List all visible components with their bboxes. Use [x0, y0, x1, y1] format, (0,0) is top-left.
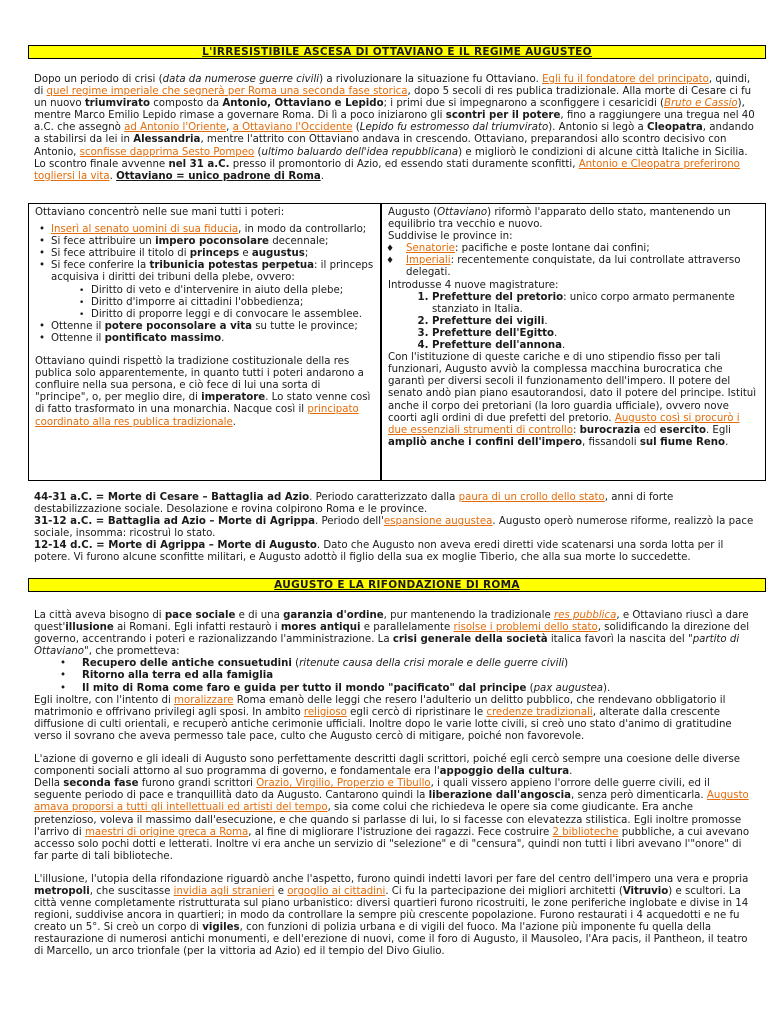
list-item: • Inserì al senato uomini di sua fiducia, in modo da controllarlo; [51, 224, 374, 236]
list-item: • Si fece conferire la tribunicia potestas perpetua: il princeps acquisiva i diritti dei tribuni della plebe, ovvero: • Diritto di veto e d'intervenire in aiuto della plebe; • Diritto d'imporre ai cittadini l'obbedienza; • Diritto di proporre leggi e di convocare le assemblee. [51, 260, 374, 320]
list-item: 1. Prefetture del pretorio: unico corpo armato permanente stanziato in Italia. [432, 292, 759, 316]
powers-box [28, 203, 381, 481]
list-item: • Diritto di proporre leggi e di convocare le assemblee. [91, 309, 374, 321]
timeline-item: 31-12 a.C. = Battaglia ad Azio – Morte di Agrippa. Periodo dell'espansione augustea. Augusto operò numerose riforme, realizzò la pace sociale, insomma: ricostruì lo stato. [34, 516, 754, 540]
list-item: • Si fece attribuire il titolo di princeps e augustus; [51, 248, 374, 260]
magistratures-list [388, 292, 759, 352]
tribunicia-rights-list [51, 285, 374, 321]
section2-body [34, 610, 756, 959]
list-item: 3. Prefetture dell'Egitto. [432, 328, 759, 340]
bureaucracy-paragraph: Con l'istituzione di queste cariche e di uno stipendio fisso per tali funzionari, Augusto avviò la complessa macchina burocratica che garantì per diversi secoli il funzionamento dell'impero. Il potere del senato andò pian piano esautorandosi, dato il potere del principe. Istituì anche il corpo dei pretoriani (la loro guardia ufficiale), ovvero nove coorti agli ordini di due prefetti del pretorio. Augusto così si procurò i due essenziali strumenti di controllo: burocrazia ed esercito. Egli ampliò anche i confini dell'impero, fissandoli sul fiume Reno. [388, 352, 757, 448]
paragraph: Della seconda fase furono grandi scrittori Orazio, Virgilio, Properzio e Tibullo, i quali vissero appieno l'orrore delle guerre civili, ed il seguente periodo di pace e tranquillità dato da Augusto. Cantarono quindi la liberazione dall'angoscia, senza però dimenticarla. Augusto amava proporsi a tutti gli intellettuali ed artisti del tempo, sia come colui che richiedeva le opere sia come giudicante. Era anche pretenzioso, voleva il massimo dall'esecuzione, e che quando si parlasse di lui, lo si facesse con elevatezza stilistica. Egli inoltre promosse l'arrivo di maestri di origine greca a Roma, al fine di migliorare l'istruzione dei ragazzi. Fece costruire 2 biblioteche pubbliche, a cui avevano accesso solo pochi dotti e letterati. Inoltre vi era anche un servizio di "selezione" e di "censura", quindi non tutti i libri avevano l'"onore" di far parte di tali biblioteche. [34, 778, 750, 862]
paragraph: Egli inoltre, con l'intento di moralizzare Roma emanò delle leggi che resero l'adulterio un delitto pubblico, che rendevano obbligatorio il matrimonio e offrivano privilegi agli sposi. In ambito religioso egli cercò di ripristinare le credenze tradizionali, alterate dalla crescente diffusione di culti orientali, e recuperò antiche cerimonie ufficiali. Inoltre dopo le varie lotte civili, si creò uno stato d'animo di gratitudine verso il sovrano che aveva permesso tale pace, culto che Augusto cercò di mitigare, poiché non favorevole. [34, 694, 732, 742]
paragraph: La città aveva bisogno di pace sociale e di una garanzia d'ordine, pur mantenendo la tradizionale res pubblica, e Ottaviano riuscì a dare quest'illusione ai Romani. Egli infatti restaurò i mores antiqui e parallelamente risolse i problemi dello stato, solidificando la direzione del governo, accentrando i poteri e razionalizzando l'amministrazione. La crisi generale della società italica favorì la nascita del "partito di Ottaviano", che prometteva: [34, 610, 750, 658]
timeline [34, 492, 756, 565]
reforms-box [381, 203, 766, 481]
powers-list [35, 224, 374, 345]
magistratures-lead: Introdusse 4 nuove magistrature: [388, 279, 559, 291]
powers-lead: Ottaviano concentrò nelle sue mani tutti i poteri: [35, 207, 285, 218]
list-item: • Recupero delle antiche consuetudini (ritenute causa della crisi morale e delle guerre civili) [82, 658, 756, 670]
paragraph: L'illusione, l'utopia della rifondazione riguardò anche l'aspetto, furono quindi indetti lavori per fare del centro dell'impero una vera e propria metropoli, che suscitasse invidia agli stranieri e orgoglio ai cittadini. Ci fu la partecipazione dei migliori architetti (Vitruvio) e scultori. La città venne completamente ristrutturata sul piano urbanistico: diversi quartieri furono ricostruiti, le zone periferiche inglobate e divise in 14 regioni, suddivise ancora in quartieri; in modo da controllare la sempre più crescente popolazione. Furono restaurati i 4 acquedotti e ne fu creato un 5°. Si creò un corpo di vigiles, con funzioni di polizia urbana e di vigili del fuoco. Ma l'azione più imponente fu quella della restaurazione di numerosi antichi monumenti, e dell'erezione di nuovi, come il foro di Augusto, il Mausoleo, l'Ara pacis, il Pantheon, il teatro di Marcello, un arco trionfale (per la vittoria ad Azio) ed il tempio del Divo Giulio. [34, 873, 749, 958]
constitution-paragraph: Ottaviano quindi rispettò la tradizione costituzionale della res publica solo apparentemente, in quanto tutti i poteri andarono a confluire nella sua persona, e ciò fece di lui una sorta di "principe", o, per meglio dire, di imperatore. Lo stato venne così di fatto trasformato in una monarchia. Nacque così il principato coordinato alla res publica tradizionale. [35, 356, 371, 428]
paragraph: L'azione di governo e gli ideali di Augusto sono perfettamente descritti dagli scrittori, poiché egli cercò sempre una coesione delle diverse componenti sociali attorno al suo programma di governo, e fondamentale era l'appoggio della cultura. [34, 754, 741, 778]
list-item: • Si fece attribuire un impero poconsolare decennale; [51, 236, 374, 248]
intro-paragraph: Dopo un periodo di crisi (data da numerose guerre civili) a rivoluzionare la situazione fu Ottaviano. Egli fu il fondatore del principato, quindi, di quel regime imperiale che segnerà per Roma una seconda fase storica, dopo 5 secoli di res publica tradizionale. Alla morte di Cesare ci fu un nuovo triumvirato composto da Antonio, Ottaviano e Lepido; i primi due si impegnarono a sconfiggere i cesaricidi (Bruto e Cassio), mentre Marco Emilio Lepido rimase a governare Roma. Di lì a poco iniziarono gli scontri per il potere, fino a raggiungere una tregua nel 40 a.C. che assegnò ad Antonio l'Oriente, a Ottaviano l'Occidente (Lepido fu estromesso dal triumvirato). Antonio si legò a Cleopatra, andando a stabilirsi da lei in Alessandria, mentre l'attrito con Ottaviano andava in crescendo. Ottaviano, preparandosi allo scontro decisivo con Antonio, sconfisse dapprima Sesto Pompeo (ultimo baluardo dell'idea repubblicana) e migliorò le condizioni di alcune città Italiche in Sicilia. Lo scontro finale avvenne nel 31 a.C. presso il promontorio di Azio, ed essendo stati duramente sconfitti, Antonio e Cleopatra preferirono togliersi la vita. Ottaviano = unico padrone di Roma. [34, 74, 755, 182]
list-item: 2. Prefetture dei vigili. [432, 316, 759, 328]
promises-list [34, 658, 756, 694]
list-item: • Diritto di veto e d'intervenire in aiuto della plebe; [91, 285, 374, 297]
timeline-item: 44-31 a.C. = Morte di Cesare – Battaglia ad Azio. Periodo caratterizzato dalla paura di un crollo dello stato, anni di forte destabilizzazione sociale. Desolazione e rovina colpirono Roma e le province. [34, 492, 674, 516]
list-item: • Ottenne il pontificato massimo. [51, 333, 374, 345]
section-heading-ascesa: L'IRRESISTIBILE ASCESA DI OTTAVIANO E IL REGIME AUGUSTEO [28, 45, 766, 59]
provinces-lead: Suddivise le province in: [388, 231, 513, 243]
list-item: • Ritorno alla terra ed alla famiglia [82, 670, 756, 682]
reforms-lead: Augusto (Ottaviano) riformò l'apparato dello stato, mantenendo un equilibrio tra vecchio e nuovo. [388, 207, 731, 231]
section-heading-rifondazione: AUGUSTO E LA RIFONDAZIONE DI ROMA [28, 578, 766, 592]
provinces-list [388, 243, 759, 279]
list-item: ♦ Imperiali: recentemente conquistate, da lui controllate attraverso delegati. [406, 255, 759, 279]
list-item: • Ottenne il potere poconsolare a vita su tutte le province; [51, 321, 374, 333]
list-item: ♦ Senatorie: pacifiche e poste lontane dai confini; [406, 243, 759, 255]
timeline-item: 12-14 d.C. = Morte di Agrippa – Morte di Augusto. Dato che Augusto non aveva eredi diretti vide scatenarsi una sorda lotta per il potere. Vi furono alcune sconfitte militari, e Augusto adottò il figlio della sua ex moglie Tiberio, che alla sua morte lo succedette. [34, 540, 724, 564]
list-item: 4. Prefetture dell'annona. [432, 340, 759, 352]
list-item: • Il mito di Roma come faro e guida per tutto il mondo "pacificato" dal principe (pax augustea). [82, 683, 756, 695]
list-item: • Diritto d'imporre ai cittadini l'obbedienza; [91, 297, 374, 309]
